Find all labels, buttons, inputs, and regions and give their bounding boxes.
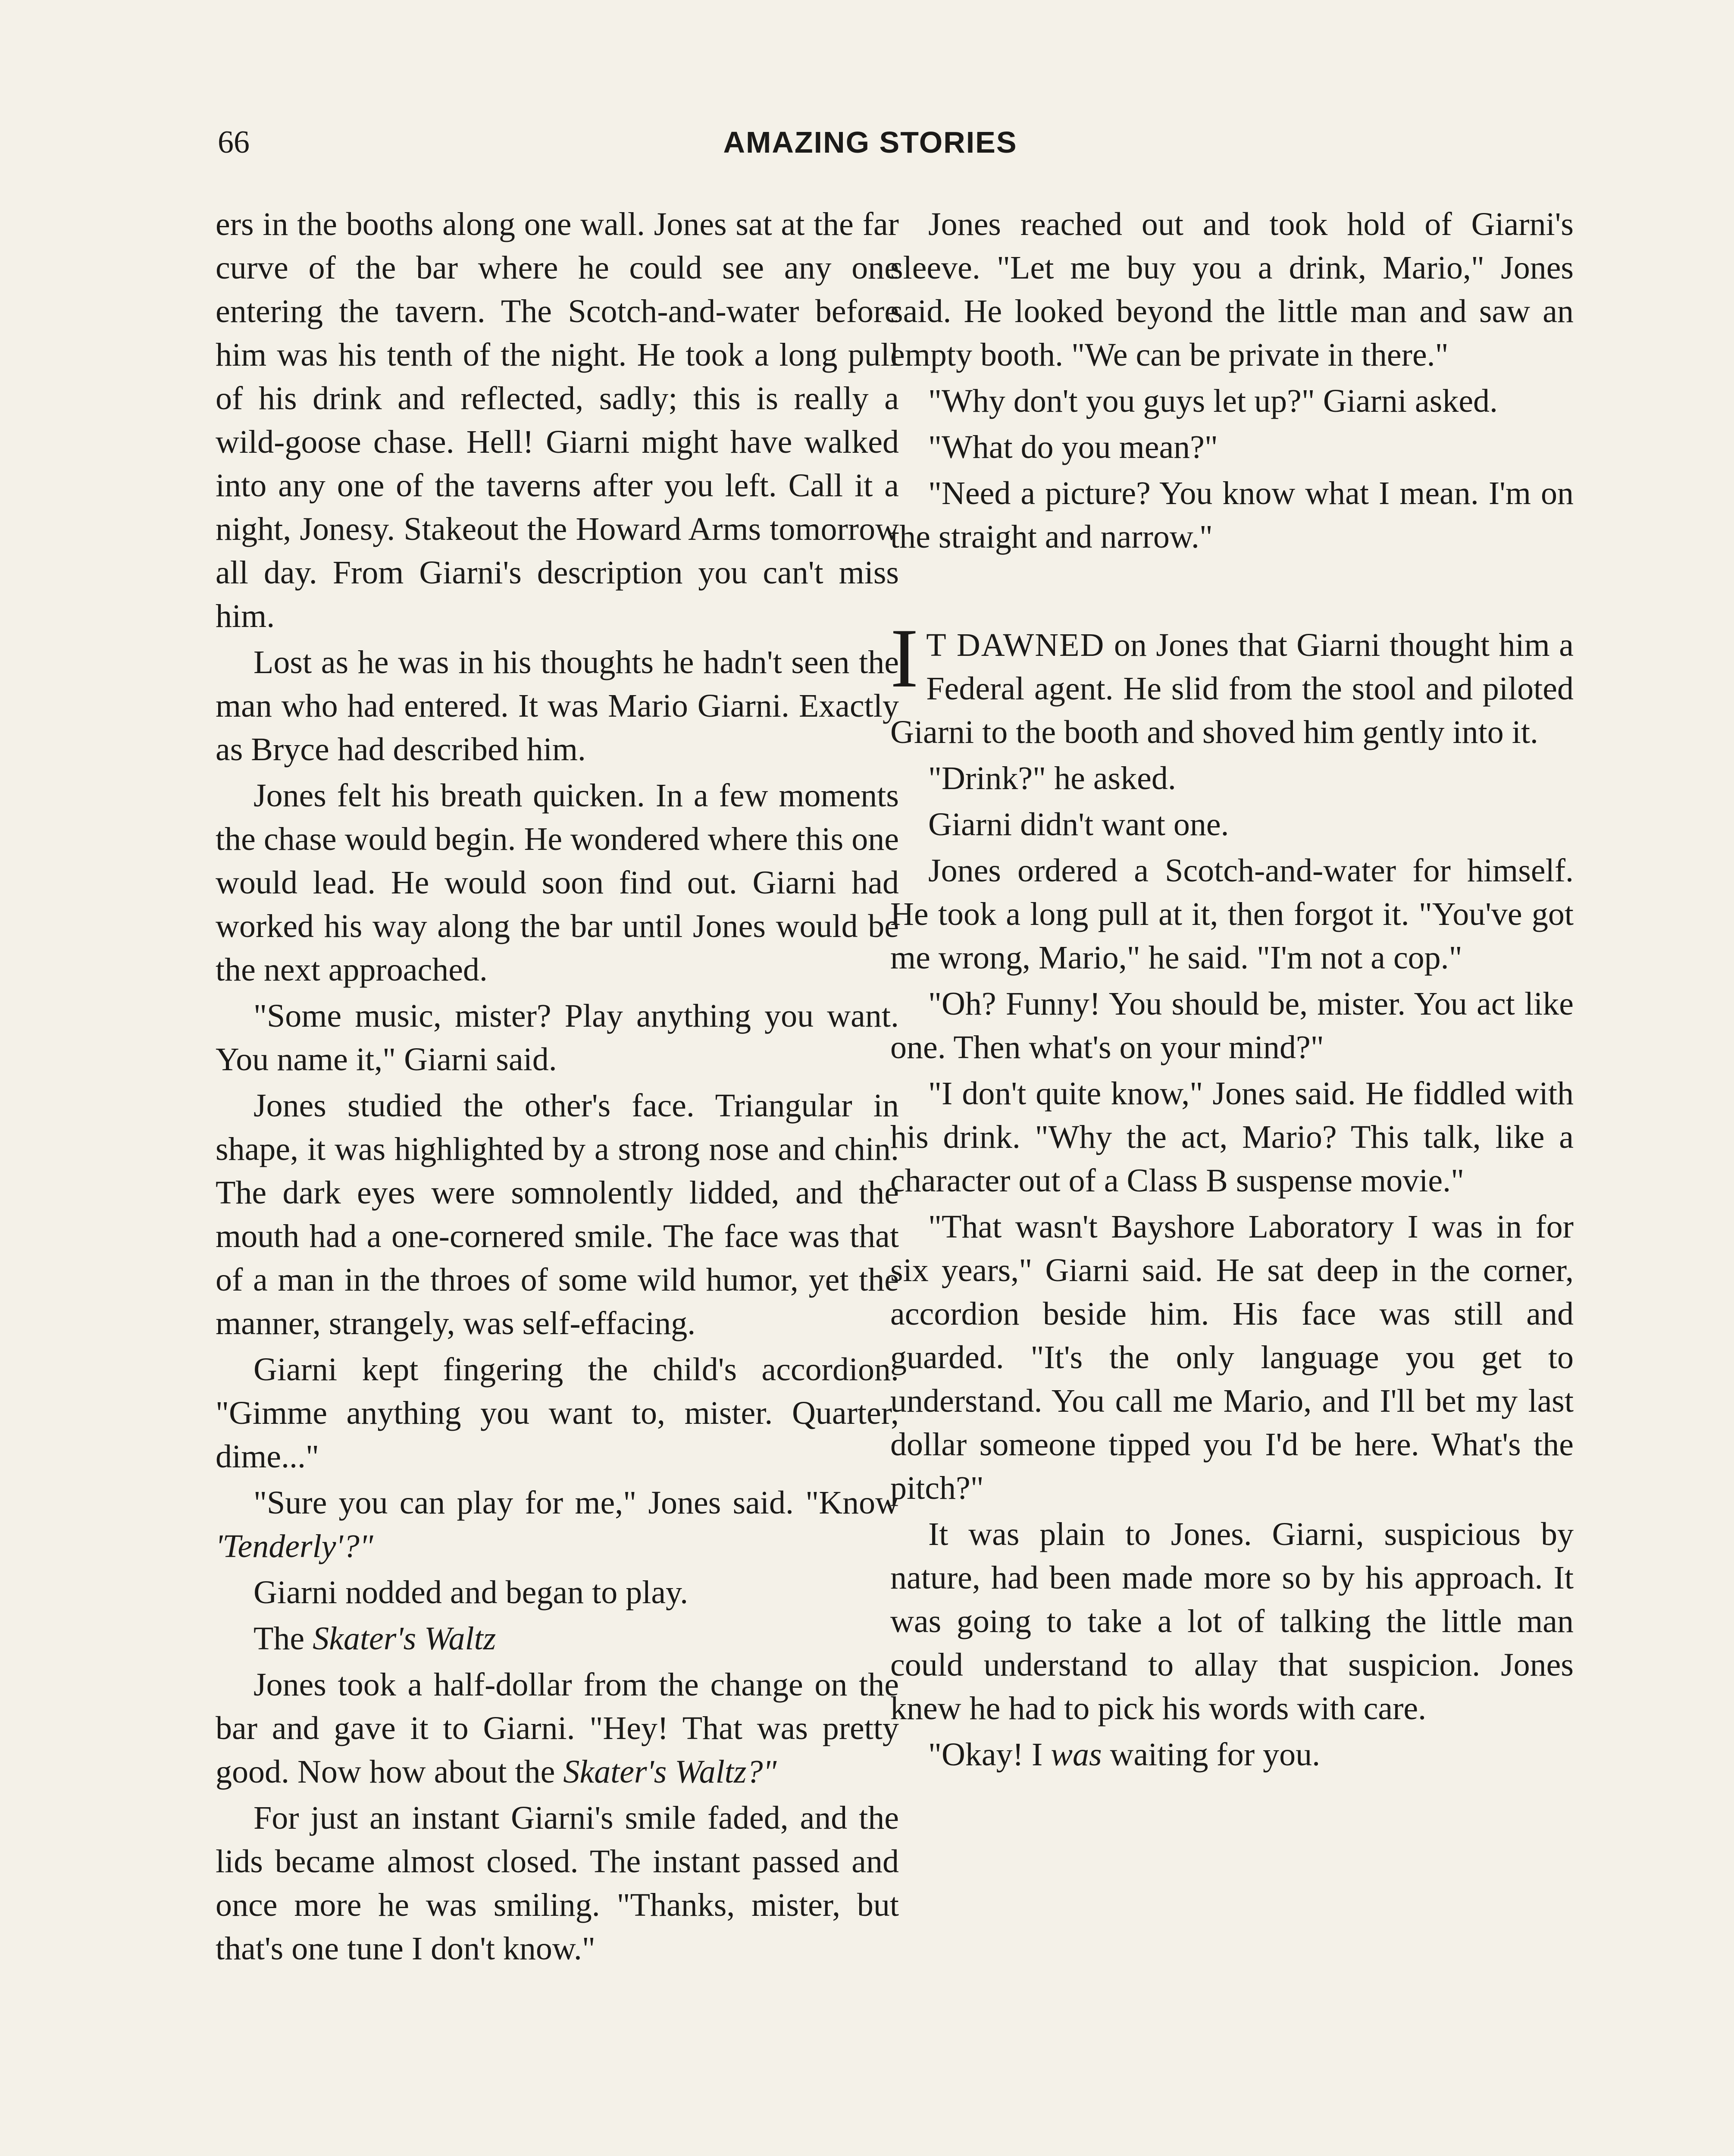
paragraph: It was plain to Jones. Giarni, suspicious by nature, had been made more so by his approach. It was going to take a lot of talking the little man could understand to allay that suspicion. Jones knew he had to pick his words with care. — [890, 1516, 1574, 1727]
paragraph: "What do you mean?" — [928, 429, 1218, 465]
right-column — [890, 203, 1574, 1779]
paragraph: For just an instant Giarni's smile faded, and the lids became almost closed. The instant passed and once more he was smiling. "Thanks, mister, but that's one tune I don't know." — [216, 1800, 899, 1967]
section-opening-paragraph — [890, 611, 1574, 754]
paragraph: Giarni kept fingering the child's accordion. "Gimme anything you want to, mister. Quarter, dime..." — [216, 1351, 899, 1475]
page-header — [218, 119, 1523, 166]
paragraph-text: The — [254, 1620, 313, 1657]
paragraph — [216, 1617, 899, 1661]
paragraph — [216, 1481, 899, 1568]
running-head: AMAZING STORIES — [723, 125, 1017, 159]
paragraph: "Why don't you guys let up?" Giarni asked. — [928, 383, 1498, 419]
paragraph: "Oh? Funny! You should be, mister. You act like one. Then what's on your mind?" — [890, 986, 1574, 1065]
paragraph: Jones felt his breath quicken. In a few moments the chase would begin. He wondered where this one would lead. He would soon find out. Giarni had worked his way along the bar until Jones would be the next approached. — [216, 777, 899, 988]
paragraph-text: "Sure you can play for me," Jones said. "Know — [254, 1485, 899, 1521]
paragraph: ers in the booths along one wall. Jones sat at the far curve of the bar where he could see any one entering the tavern. The Scotch-and-water before him was his tenth of the night. He took a long pull of his drink and reflected, sadly; this is really a wild-goose chase. Hell! Giarni might have walked into any one of the taverns after you left. Call it a night, Jonesy. Stakeout the Howard Arms tomorrow all day. From Giarni's description you can't miss him. — [216, 206, 899, 634]
page-number: 66 — [218, 125, 250, 160]
lead-in-caps: T DAWNED — [926, 627, 1105, 663]
left-column — [216, 203, 899, 1973]
paragraph: "That wasn't Bayshore Laboratory I was in for six years," Giarni said. He sat deep in the corner, accordion beside him. His face was still and guarded. "It's the only language you get to understand. You call me Mario, and I'll bet my last dollar someone tipped you I'd be here. What's the pitch?" — [890, 1209, 1574, 1506]
paragraph: Giarni nodded and began to play. — [254, 1574, 689, 1611]
paragraph — [216, 1663, 899, 1794]
paragraph: Giarni didn't want one. — [928, 806, 1229, 843]
paragraph-text: waiting for you. — [1102, 1736, 1321, 1773]
paragraph: "Need a picture? You know what I mean. I'm on the straight and narrow." — [890, 475, 1574, 555]
emphasis: was — [1051, 1736, 1102, 1773]
drop-cap: I — [890, 611, 919, 705]
song-title: 'Tenderly'?" — [216, 1528, 373, 1564]
paragraph: "Some music, mister? Play anything you want. You name it," Giarni said. — [216, 998, 899, 1078]
paragraph-text: on Jones that Giarni thought him a Federal agent. He slid from the stool and piloted Giarni to the booth and shoved him gently into it. — [890, 627, 1574, 750]
paragraph: "I don't quite know," Jones said. He fiddled with his drink. "Why the act, Mario? This talk, like a character out of a Class B suspense movie." — [890, 1075, 1574, 1199]
paragraph: Jones reached out and took hold of Giarni's sleeve. "Let me buy you a drink, Mario," Jones said. He looked beyond the little man and saw an empty booth. "We can be private in there." — [890, 206, 1574, 373]
paragraph: Lost as he was in his thoughts he hadn't seen the man who had entered. It was Mario Giarni. Exactly as Bryce had described him. — [216, 644, 899, 768]
song-title: Skater's Waltz?" — [563, 1754, 777, 1790]
paragraph-text: Jones took a half-dollar from the change on the bar and gave it to Giarni. "Hey! That was pretty good. Now how about the — [216, 1667, 899, 1790]
paragraph: Jones ordered a Scotch-and-water for himself. He took a long pull at it, then forgot it. "You've got me wrong, Mario," he said. "I'm not a cop." — [890, 852, 1574, 976]
paragraph — [890, 1733, 1574, 1777]
paragraph-text: "Okay! I — [928, 1736, 1051, 1773]
song-title: Skater's Waltz — [313, 1620, 496, 1657]
paragraph: "Drink?" he asked. — [928, 760, 1176, 796]
paragraph: Jones studied the other's face. Triangular in shape, it was highlighted by a strong nose and chin. The dark eyes were somnolently lidded, and the mouth had a one-cornered smile. The face was that of a man in the throes of some wild humor, yet the manner, strangely, was self-effacing. — [216, 1087, 899, 1341]
